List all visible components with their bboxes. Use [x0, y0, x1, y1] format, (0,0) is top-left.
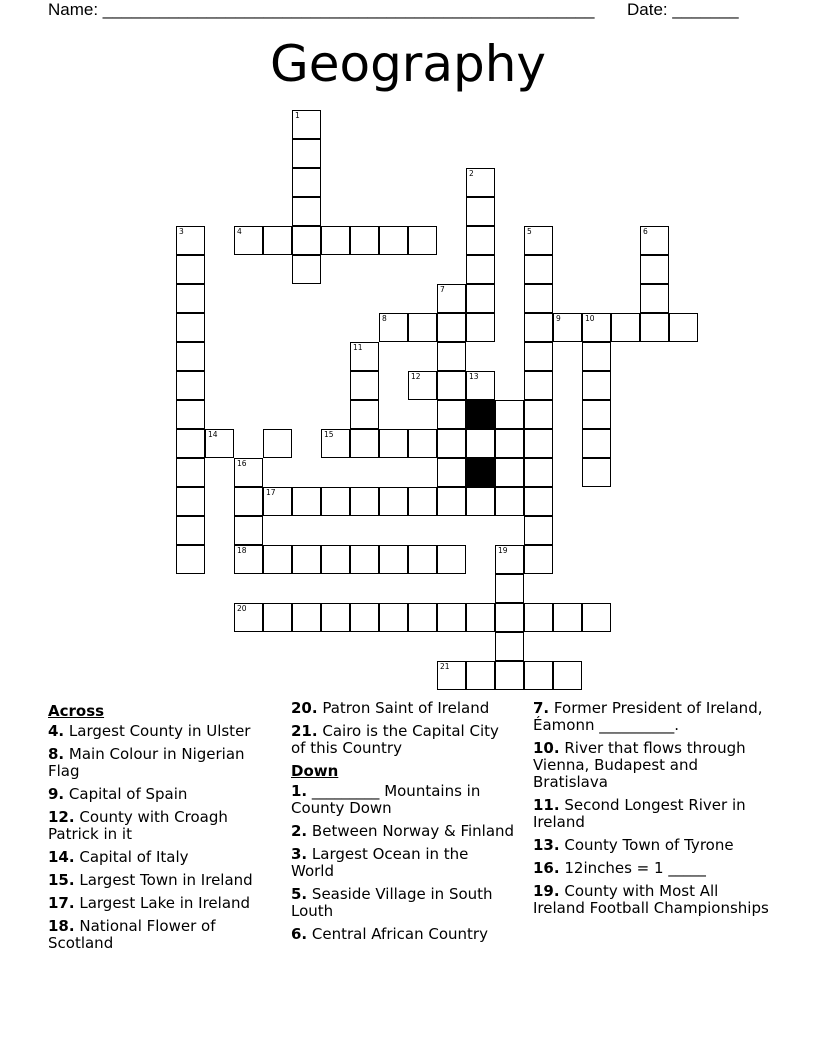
crossword-cell[interactable] — [466, 603, 495, 632]
clue-item — [291, 823, 516, 840]
clue-text: National Flower of Scotland — [48, 917, 216, 952]
crossword-cell[interactable] — [292, 255, 321, 284]
crossword-cell[interactable] — [292, 197, 321, 226]
crossword-cell[interactable] — [292, 110, 321, 139]
crossword-cell[interactable] — [408, 371, 437, 400]
crossword-cell[interactable] — [640, 255, 669, 284]
clue-number-label: 3. — [291, 845, 308, 863]
crossword-cell[interactable] — [466, 661, 495, 690]
crossword-cell[interactable] — [495, 603, 524, 632]
clues-column-2 — [291, 700, 516, 949]
crossword-cell[interactable] — [321, 487, 350, 516]
crossword-cell[interactable] — [205, 429, 234, 458]
clue-text: Main Colour in Nigerian Flag — [48, 745, 245, 780]
crossword-cell[interactable] — [234, 603, 263, 632]
crossword-cell[interactable] — [466, 255, 495, 284]
crossword-cell[interactable] — [408, 487, 437, 516]
crossword-cell[interactable] — [495, 429, 524, 458]
crossword-cell[interactable] — [176, 516, 205, 545]
crossword-cell[interactable] — [350, 545, 379, 574]
clue-text: Seaside Village in South Louth — [291, 885, 493, 920]
clue-item — [291, 723, 516, 757]
crossword-cell[interactable] — [553, 603, 582, 632]
crossword-cell[interactable] — [263, 545, 292, 574]
crossword-cell[interactable] — [176, 284, 205, 313]
crossword-cell[interactable] — [524, 487, 553, 516]
crossword-cell[interactable] — [379, 487, 408, 516]
clue-number: 5 — [527, 227, 532, 236]
crossword-cell[interactable] — [263, 226, 292, 255]
crossword-cell[interactable] — [350, 487, 379, 516]
crossword-cell[interactable] — [234, 226, 263, 255]
clue-text: Largest Town in Ireland — [79, 871, 253, 889]
crossword-cell[interactable] — [582, 371, 611, 400]
crossword-cell[interactable] — [408, 545, 437, 574]
crossword-cell[interactable] — [321, 226, 350, 255]
crossword-cell[interactable] — [292, 168, 321, 197]
crossword-cell[interactable] — [292, 487, 321, 516]
clue-number-label: 11. — [533, 796, 560, 814]
crossword-cell[interactable] — [379, 429, 408, 458]
crossword-cell[interactable] — [466, 371, 495, 400]
crossword-cell[interactable] — [524, 284, 553, 313]
crossword-cell[interactable] — [176, 226, 205, 255]
crossword-cell[interactable] — [524, 458, 553, 487]
crossword-cell[interactable] — [408, 226, 437, 255]
crossword-cell[interactable] — [234, 487, 263, 516]
crossword-cell[interactable] — [466, 168, 495, 197]
crossword-cell[interactable] — [321, 603, 350, 632]
crossword-block — [466, 400, 495, 429]
clue-item — [48, 786, 273, 803]
crossword-cell[interactable] — [466, 429, 495, 458]
across-heading: Across — [48, 702, 105, 720]
clue-number: 9 — [556, 314, 561, 323]
crossword-cell[interactable] — [408, 429, 437, 458]
clue-item — [48, 809, 273, 843]
clue-number-label: 4. — [48, 722, 65, 740]
down-heading: Down — [291, 762, 339, 780]
clue-text: Central African Country — [311, 925, 488, 943]
crossword-cell[interactable] — [524, 545, 553, 574]
clue-item — [48, 723, 273, 740]
crossword-cell[interactable] — [437, 429, 466, 458]
crossword-cell[interactable] — [495, 400, 524, 429]
crossword-cell[interactable] — [437, 371, 466, 400]
crossword-cell[interactable] — [466, 197, 495, 226]
clue-number: 7 — [440, 285, 445, 294]
clue-text: Second Longest River in Ireland — [533, 796, 746, 831]
crossword-cell[interactable] — [379, 226, 408, 255]
crossword-cell[interactable] — [437, 400, 466, 429]
clue-number-label: 5. — [291, 885, 308, 903]
clue-item — [533, 837, 773, 854]
crossword-cell[interactable] — [495, 661, 524, 690]
clue-text: County with Croagh Patrick in it — [48, 808, 228, 843]
clue-item — [48, 872, 273, 889]
clue-number-label: 21. — [291, 722, 318, 740]
crossword-cell[interactable] — [350, 429, 379, 458]
crossword-cell[interactable] — [292, 545, 321, 574]
clue-text: Between Norway & Finland — [311, 822, 515, 840]
crossword-cell[interactable] — [524, 226, 553, 255]
clue-item — [291, 926, 516, 943]
crossword-cell[interactable] — [263, 429, 292, 458]
crossword-cell[interactable] — [379, 313, 408, 342]
clue-item — [291, 886, 516, 920]
clue-text: County with Most All Ireland Football Championships — [533, 882, 769, 917]
clue-text: Capital of Italy — [79, 848, 189, 866]
crossword-cell[interactable] — [263, 487, 292, 516]
clue-item — [291, 700, 516, 717]
clue-number-label: 12. — [48, 808, 75, 826]
crossword-cell[interactable] — [176, 400, 205, 429]
crossword-cell[interactable] — [582, 603, 611, 632]
crossword-cell[interactable] — [437, 661, 466, 690]
clue-text: County Town of Tyrone — [564, 836, 734, 854]
crossword-cell[interactable] — [524, 313, 553, 342]
crossword-cell[interactable] — [263, 603, 292, 632]
clue-number-label: 18. — [48, 917, 75, 935]
clue-text: Largest Ocean in the World — [291, 845, 469, 880]
crossword-cell[interactable] — [350, 371, 379, 400]
crossword-cell[interactable] — [640, 313, 669, 342]
clue-number: 18 — [237, 546, 247, 555]
clue-number-label: 15. — [48, 871, 75, 889]
clue-number: 3 — [179, 227, 184, 236]
clue-item — [533, 740, 773, 791]
crossword-cell[interactable] — [495, 545, 524, 574]
clue-item — [48, 918, 273, 952]
crossword-cell[interactable] — [437, 487, 466, 516]
date-field-label: Date: _______ — [627, 0, 739, 19]
crossword-cell[interactable] — [495, 458, 524, 487]
crossword-cell[interactable] — [176, 458, 205, 487]
clue-item — [48, 849, 273, 866]
clue-number: 8 — [382, 314, 387, 323]
crossword-cell[interactable] — [176, 487, 205, 516]
crossword-cell[interactable] — [379, 545, 408, 574]
crossword-cell[interactable] — [437, 458, 466, 487]
clue-number-label: 20. — [291, 699, 318, 717]
clue-item — [291, 846, 516, 880]
clue-number-label: 8. — [48, 745, 65, 763]
crossword-cell[interactable] — [379, 603, 408, 632]
crossword-cell[interactable] — [234, 545, 263, 574]
clue-text: Patron Saint of Ireland — [322, 699, 490, 717]
clue-item — [533, 883, 773, 917]
clue-number: 10 — [585, 314, 595, 323]
clue-number-label: 16. — [533, 859, 560, 877]
clue-number: 16 — [237, 459, 247, 468]
crossword-cell[interactable] — [350, 342, 379, 371]
clue-text: Former President of Ireland, Éamonn __________. — [533, 699, 763, 734]
crossword-cell[interactable] — [350, 226, 379, 255]
crossword-cell[interactable] — [350, 400, 379, 429]
crossword-cell[interactable] — [466, 313, 495, 342]
crossword-cell[interactable] — [437, 313, 466, 342]
crossword-cell[interactable] — [640, 284, 669, 313]
crossword-cell[interactable] — [553, 661, 582, 690]
crossword-cell[interactable] — [437, 545, 466, 574]
clue-number: 19 — [498, 546, 508, 555]
clue-number-label: 17. — [48, 894, 75, 912]
clue-item — [291, 783, 516, 817]
crossword-cell[interactable] — [524, 603, 553, 632]
crossword-cell[interactable] — [524, 371, 553, 400]
crossword-cell[interactable] — [234, 458, 263, 487]
crossword-cell[interactable] — [553, 313, 582, 342]
crossword-cell[interactable] — [466, 284, 495, 313]
crossword-cell[interactable] — [176, 371, 205, 400]
clue-number: 20 — [237, 604, 247, 613]
clue-number: 11 — [353, 343, 363, 352]
clue-number-label: 2. — [291, 822, 308, 840]
page-title: Geography — [269, 35, 547, 93]
crossword-cell[interactable] — [176, 313, 205, 342]
crossword-cell[interactable] — [292, 139, 321, 168]
crossword-cell[interactable] — [524, 429, 553, 458]
crossword-cell[interactable] — [524, 661, 553, 690]
crossword-cell[interactable] — [582, 313, 611, 342]
clue-number: 12 — [411, 372, 421, 381]
crossword-cell[interactable] — [524, 400, 553, 429]
crossword-cell[interactable] — [582, 400, 611, 429]
crossword-cell[interactable] — [524, 342, 553, 371]
crossword-cell[interactable] — [640, 226, 669, 255]
clue-number: 15 — [324, 430, 334, 439]
clue-text: River that flows through Vienna, Budapest and Bratislava — [533, 739, 746, 791]
crossword-cell[interactable] — [466, 226, 495, 255]
clue-item — [533, 797, 773, 831]
clue-number-label: 1. — [291, 782, 308, 800]
crossword-cell[interactable] — [350, 603, 379, 632]
clue-number: 6 — [643, 227, 648, 236]
crossword-cell[interactable] — [524, 516, 553, 545]
clue-number: 14 — [208, 430, 218, 439]
clue-text: Cairo is the Capital City of this Country — [291, 722, 499, 757]
clue-item — [48, 895, 273, 912]
crossword-cell[interactable] — [437, 342, 466, 371]
clue-number: 2 — [469, 169, 474, 178]
crossword-cell[interactable] — [582, 429, 611, 458]
crossword-cell[interactable] — [466, 487, 495, 516]
crossword-cell[interactable] — [669, 313, 698, 342]
clue-item — [533, 700, 773, 734]
crossword-cell[interactable] — [408, 603, 437, 632]
name-field-label: Name: ____________________________________________________ — [48, 0, 595, 19]
clues-column-3 — [533, 700, 773, 923]
crossword-block — [466, 458, 495, 487]
clues-column-1 — [48, 700, 273, 958]
crossword-cell[interactable] — [495, 487, 524, 516]
crossword-cell[interactable] — [234, 516, 263, 545]
clue-text: Largest Lake in Ireland — [79, 894, 251, 912]
clue-number-label: 10. — [533, 739, 560, 757]
crossword-cell[interactable] — [611, 313, 640, 342]
clue-number: 17 — [266, 488, 276, 497]
clue-number: 13 — [469, 372, 479, 381]
clue-number-label: 19. — [533, 882, 560, 900]
clue-number-label: 14. — [48, 848, 75, 866]
clue-text: Capital of Spain — [68, 785, 188, 803]
clue-number: 4 — [237, 227, 242, 236]
clue-text: 12inches = 1 _____ — [564, 859, 706, 877]
crossword-cell[interactable] — [582, 342, 611, 371]
clue-number-label: 9. — [48, 785, 65, 803]
crossword-cell[interactable] — [176, 429, 205, 458]
crossword-cell[interactable] — [292, 226, 321, 255]
clue-item — [533, 860, 773, 877]
clue-number: 21 — [440, 662, 450, 671]
crossword-cell[interactable] — [582, 458, 611, 487]
clue-number: 1 — [295, 111, 300, 120]
clue-text: _________ Mountains in County Down — [291, 782, 481, 817]
clue-number-label: 7. — [533, 699, 550, 717]
crossword-cell[interactable] — [524, 255, 553, 284]
clue-item — [48, 746, 273, 780]
crossword-cell[interactable] — [321, 429, 350, 458]
clue-text: Largest County in Ulster — [68, 722, 251, 740]
crossword-cell[interactable] — [321, 545, 350, 574]
clue-number-label: 13. — [533, 836, 560, 854]
crossword-cell[interactable] — [495, 632, 524, 661]
crossword-cell[interactable] — [437, 284, 466, 313]
clue-number-label: 6. — [291, 925, 308, 943]
crossword-cell[interactable] — [437, 603, 466, 632]
crossword-cell[interactable] — [176, 342, 205, 371]
crossword-cell[interactable] — [408, 313, 437, 342]
crossword-cell[interactable] — [176, 255, 205, 284]
crossword-cell[interactable] — [495, 574, 524, 603]
crossword-cell[interactable] — [176, 545, 205, 574]
crossword-cell[interactable] — [292, 603, 321, 632]
